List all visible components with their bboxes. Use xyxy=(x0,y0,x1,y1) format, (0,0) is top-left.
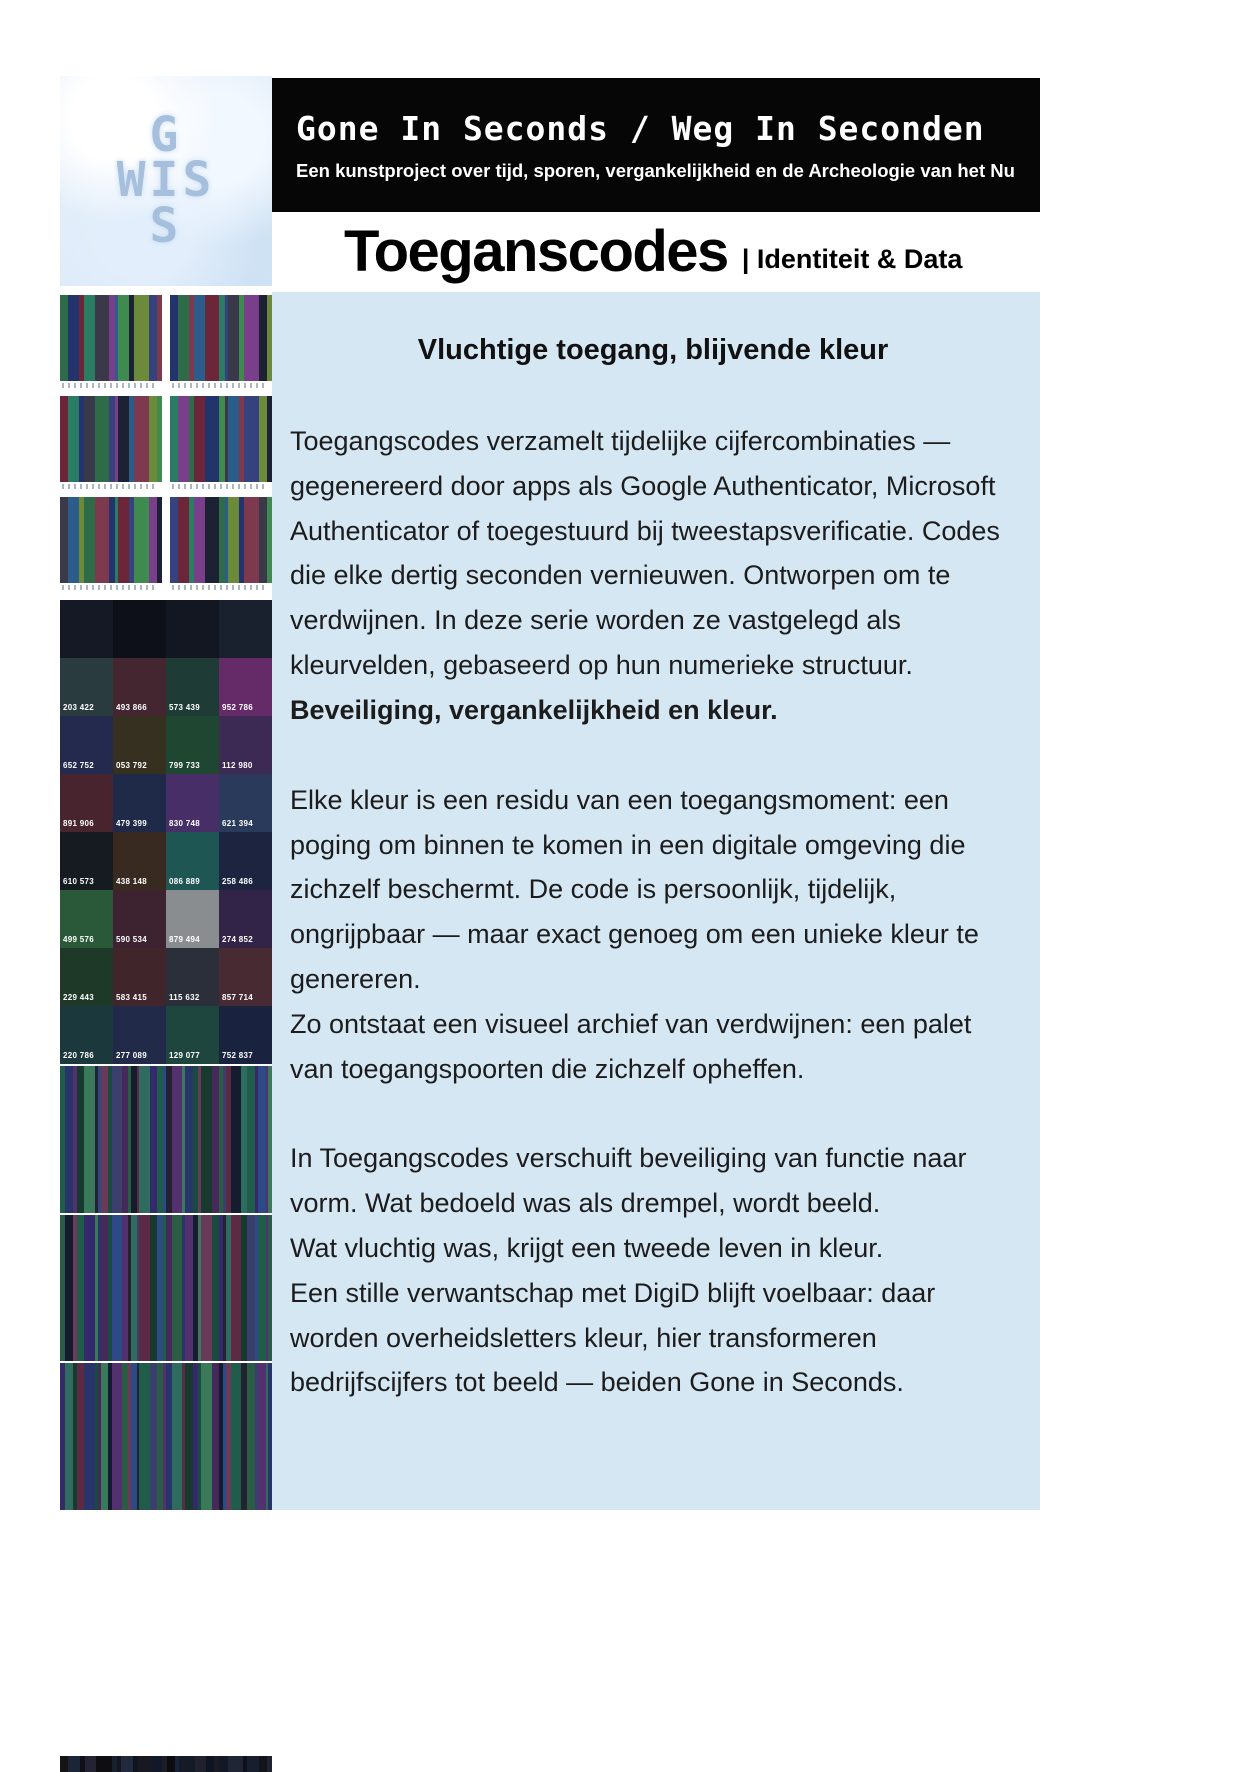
code-cell-label: 879 494 xyxy=(169,935,201,944)
stripe-artwork xyxy=(60,295,162,381)
stripe xyxy=(149,396,157,482)
code-cell-label: 752 837 xyxy=(222,1051,254,1060)
code-cell xyxy=(113,890,166,948)
stripe xyxy=(228,1756,244,1772)
stripe xyxy=(112,1066,122,1213)
stripe xyxy=(121,1756,132,1772)
code-cell xyxy=(113,774,166,832)
stripe xyxy=(60,497,68,583)
stripe xyxy=(244,295,259,381)
code-cell-label: 258 486 xyxy=(222,877,254,886)
code-cell xyxy=(166,774,219,832)
stripe xyxy=(185,1215,193,1362)
code-cell xyxy=(60,716,113,774)
stripe xyxy=(101,1066,109,1213)
stripe xyxy=(228,295,239,381)
dense-stripe-band xyxy=(60,1363,272,1510)
stripe xyxy=(118,497,129,583)
code-cell-label: 438 148 xyxy=(116,877,148,886)
code-cell-label: 799 733 xyxy=(169,761,201,770)
code-cell-label: 891 906 xyxy=(63,819,95,828)
stripe xyxy=(258,1215,266,1362)
stripe xyxy=(150,1363,158,1510)
dense-stripe-band xyxy=(60,1066,272,1213)
stripe xyxy=(178,497,189,583)
code-cell-label: 229 443 xyxy=(63,993,95,1002)
stripe xyxy=(95,295,110,381)
code-cell-label: 129 077 xyxy=(169,1051,201,1060)
panel-caption-marks xyxy=(172,585,268,590)
stripe-artwork xyxy=(60,396,162,482)
stripe-panel xyxy=(60,497,162,592)
code-cell-label: 086 889 xyxy=(169,877,201,886)
stripe xyxy=(247,1066,255,1213)
code-cell xyxy=(219,600,272,658)
stripe xyxy=(195,1756,206,1772)
stripe xyxy=(231,1363,241,1510)
stripe xyxy=(84,1215,94,1362)
stripe xyxy=(77,1363,85,1510)
title-row xyxy=(272,210,1040,292)
code-cell-label: 583 415 xyxy=(116,993,148,1002)
stripe xyxy=(149,497,157,583)
stripe xyxy=(258,1363,266,1510)
stripe xyxy=(228,497,239,583)
stripe xyxy=(205,295,220,381)
stripe xyxy=(201,1363,211,1510)
stripe-panel-grid xyxy=(60,295,272,598)
stripe xyxy=(84,1066,94,1213)
code-grid-row xyxy=(60,890,272,948)
stripe xyxy=(212,1215,220,1362)
stripe-panel xyxy=(170,396,272,491)
stripe xyxy=(157,497,162,583)
code-cell xyxy=(60,890,113,948)
paragraph-1-text: Toegangscodes verzamelt tijdelijke cijfercombinaties — gegenereerd door apps als Google Authenticator, Microsoft Authenticator of toegestuurd bij tweestapsverificatie. Codes die elke dertig seconden vernieuwen. Ontworpen om te verdwijnen. In deze serie worden ze vastgelegd als kleurvelden, gebaseerd op hun numerieke structuur. xyxy=(290,426,1000,681)
panel-caption-marks xyxy=(62,585,158,590)
code-grid-row xyxy=(60,658,272,716)
code-cell-label: 652 752 xyxy=(63,761,95,770)
stripe xyxy=(206,1756,214,1772)
code-grid-row xyxy=(60,1006,272,1064)
stripe xyxy=(205,396,220,482)
stripe xyxy=(201,1215,211,1362)
paragraph-3 xyxy=(290,1136,1016,1405)
code-cell-label: 277 089 xyxy=(116,1051,148,1060)
code-cell xyxy=(219,948,272,1006)
stripe xyxy=(247,1363,255,1510)
paragraph-2-text: Elke kleur is een residu van een toegangsmoment: een poging om binnen te komen in een digitale omgeving die zichzelf beschermt. De code is persoonlijk, tijdelijk, ongrijpbaar — maar exact genoeg om een unieke kleur te genereren. xyxy=(290,784,979,994)
stripe xyxy=(153,1756,161,1772)
stripe xyxy=(205,497,220,583)
stripe xyxy=(170,396,178,482)
stripe xyxy=(179,1756,195,1772)
code-cell xyxy=(60,1006,113,1064)
stripe xyxy=(219,1756,227,1772)
stripe xyxy=(101,1215,109,1362)
code-cell xyxy=(113,716,166,774)
code-grid-row xyxy=(60,716,272,774)
stripe xyxy=(178,396,189,482)
stripe xyxy=(267,295,272,381)
article-panel xyxy=(272,292,1040,1510)
stripe-artwork xyxy=(170,497,272,583)
stripe xyxy=(194,295,205,381)
code-cell xyxy=(166,832,219,890)
stripe xyxy=(244,396,259,482)
code-cell-label: 112 980 xyxy=(222,761,253,770)
code-cell-label: 220 786 xyxy=(63,1051,95,1060)
stripe xyxy=(68,396,79,482)
code-cell xyxy=(113,948,166,1006)
stripe xyxy=(259,497,267,583)
stripe xyxy=(167,1756,175,1772)
stripe xyxy=(178,295,189,381)
code-cell-label: 274 852 xyxy=(222,935,254,944)
stripe-artwork xyxy=(60,497,162,583)
stripe xyxy=(68,295,79,381)
stripe xyxy=(268,1066,272,1213)
code-cell xyxy=(166,716,219,774)
stripe xyxy=(77,1215,85,1362)
stripe xyxy=(170,497,178,583)
stripe xyxy=(170,295,178,381)
stripe xyxy=(134,396,149,482)
stripe xyxy=(138,1756,154,1772)
stripe xyxy=(201,1066,211,1213)
stripe xyxy=(150,1215,158,1362)
panel-caption-marks xyxy=(172,383,268,388)
stripe xyxy=(258,1066,266,1213)
stripe xyxy=(172,1215,182,1362)
stripe xyxy=(65,1363,73,1510)
code-cell xyxy=(219,774,272,832)
paragraph-3-line-2: Wat vluchtig was, krijgt een tweede leven in kleur. xyxy=(290,1233,884,1263)
stripe xyxy=(212,1066,220,1213)
stripe-panel xyxy=(170,295,272,390)
code-cell-label: 857 714 xyxy=(222,993,254,1002)
footer-artwork-strip xyxy=(60,1756,272,1772)
stripe-panel xyxy=(170,497,272,592)
stripe xyxy=(268,1215,272,1362)
paragraph-3-text: In Toegangscodes verschuift beveiliging van functie naar vorm. Wat bedoeld was als drempel, wordt beeld. xyxy=(290,1143,967,1219)
page-title: Toeganscodes xyxy=(344,218,728,284)
dense-stripes-artwork xyxy=(60,1066,272,1510)
stripe-panel xyxy=(60,396,162,491)
stripe xyxy=(139,1215,149,1362)
code-cell-label: 952 786 xyxy=(222,703,254,712)
code-cell-label: 499 576 xyxy=(63,935,95,944)
stripe xyxy=(194,396,205,482)
code-cell xyxy=(219,1006,272,1064)
stripe xyxy=(259,396,267,482)
stripe xyxy=(157,295,162,381)
code-cell xyxy=(219,890,272,948)
code-cell xyxy=(166,600,219,658)
stripe xyxy=(101,1363,109,1510)
stripe xyxy=(172,1363,182,1510)
stripe xyxy=(267,396,272,482)
stripe xyxy=(247,1756,258,1772)
panel-caption-marks xyxy=(62,383,158,388)
stripe xyxy=(60,1756,68,1772)
code-cell xyxy=(166,1006,219,1064)
stripe xyxy=(65,1066,73,1213)
stripe xyxy=(84,295,95,381)
logo-letter-g: G xyxy=(149,106,183,163)
stripe xyxy=(259,295,267,381)
code-cell-label: 830 748 xyxy=(169,819,201,828)
stripe xyxy=(68,497,79,583)
stripe xyxy=(244,497,259,583)
paragraph-3-line-3: Een stille verwantschap met DigiD blijft voelbaar: daar worden overheidsletters kleur, hier transformeren bedrijfscijfers tot beeld — beiden Gone in Seconds. xyxy=(290,1277,936,1398)
stripe xyxy=(65,1215,73,1362)
code-cell xyxy=(60,948,113,1006)
code-cell-label: 479 399 xyxy=(116,819,148,828)
stripe xyxy=(150,1066,158,1213)
code-cell xyxy=(219,658,272,716)
stripe xyxy=(212,1363,220,1510)
code-cell-label: 621 394 xyxy=(222,819,254,828)
panel-caption-marks xyxy=(62,484,158,489)
paragraph-2 xyxy=(290,778,1016,1092)
stripe xyxy=(194,497,205,583)
code-cell xyxy=(60,832,113,890)
code-grid-row xyxy=(60,774,272,832)
stripe xyxy=(60,396,68,482)
stripe xyxy=(185,1363,193,1510)
article-heading: Vluchtige toegang, blijvende kleur xyxy=(417,334,889,366)
logo-letter-wis: WIS xyxy=(116,152,216,209)
code-cell xyxy=(166,658,219,716)
gis-logo xyxy=(60,76,272,286)
stripe-panel xyxy=(60,295,162,390)
stripe xyxy=(60,295,68,381)
stripe xyxy=(139,1066,149,1213)
paragraph-1 xyxy=(290,419,1016,733)
code-cell-label: 203 422 xyxy=(63,703,95,712)
stripe xyxy=(134,497,149,583)
stripe xyxy=(149,295,157,381)
stripe xyxy=(172,1066,182,1213)
stripe xyxy=(84,1363,94,1510)
stripe xyxy=(68,1756,79,1772)
code-cell-label: 053 792 xyxy=(116,761,148,770)
stripe xyxy=(85,1756,96,1772)
code-grid-row xyxy=(60,600,272,658)
stripe xyxy=(231,1215,241,1362)
page-subtitle: | Identiteit & Data xyxy=(741,243,963,274)
code-cell-label: 115 632 xyxy=(169,993,200,1002)
project-banner-title: Gone In Seconds / Weg In Seconden xyxy=(296,108,985,148)
project-banner xyxy=(272,78,1040,212)
code-cell xyxy=(113,832,166,890)
dense-stripe-band xyxy=(60,1215,272,1362)
code-cell xyxy=(113,658,166,716)
stripe xyxy=(267,497,272,583)
stripe xyxy=(84,396,95,482)
panel-caption-marks xyxy=(172,484,268,489)
stripe xyxy=(112,1215,122,1362)
stripe xyxy=(112,1363,122,1510)
stripe xyxy=(228,396,239,482)
code-cell xyxy=(219,832,272,890)
stripe-artwork xyxy=(170,295,272,381)
stripe xyxy=(95,497,110,583)
code-grid-row xyxy=(60,948,272,1006)
stripe xyxy=(231,1066,241,1213)
code-cell-label: 573 439 xyxy=(169,703,201,712)
stripe xyxy=(118,295,129,381)
stripe xyxy=(134,295,149,381)
paragraph-2-line-2: Zo ontstaat een visueel archief van verdwijnen: een palet van toegangspoorten die zichzelf opheffen. xyxy=(290,1008,972,1084)
stripe xyxy=(95,396,110,482)
stripe xyxy=(96,1756,112,1772)
code-cell-label: 493 866 xyxy=(116,703,148,712)
code-cell xyxy=(219,716,272,774)
code-grid-row xyxy=(60,832,272,890)
code-cell xyxy=(113,600,166,658)
stripe xyxy=(139,1363,149,1510)
code-cell xyxy=(113,1006,166,1064)
stripe xyxy=(247,1215,255,1362)
logo-letter-s: S xyxy=(149,197,183,254)
stripe xyxy=(84,497,95,583)
stripe-artwork xyxy=(170,396,272,482)
project-banner-subtitle: Een kunstproject over tijd, sporen, vergankelijkheid en de Archeologie van het Nu xyxy=(296,159,1015,181)
code-cell xyxy=(60,600,113,658)
stripe xyxy=(118,396,129,482)
stripe xyxy=(267,1756,272,1772)
paragraph-1-bold-line: Beveiliging, vergankelijkheid en kleur. xyxy=(290,694,778,725)
code-cell xyxy=(60,774,113,832)
stripe xyxy=(268,1363,272,1510)
code-cell-label: 610 573 xyxy=(63,877,95,886)
code-grid xyxy=(60,600,272,1064)
code-cell-label: 590 534 xyxy=(116,935,148,944)
code-cell xyxy=(60,658,113,716)
code-cell xyxy=(166,948,219,1006)
stripe xyxy=(157,396,162,482)
stripe xyxy=(259,1756,267,1772)
stripe xyxy=(77,1066,85,1213)
stripe xyxy=(185,1066,193,1213)
code-cell xyxy=(166,890,219,948)
